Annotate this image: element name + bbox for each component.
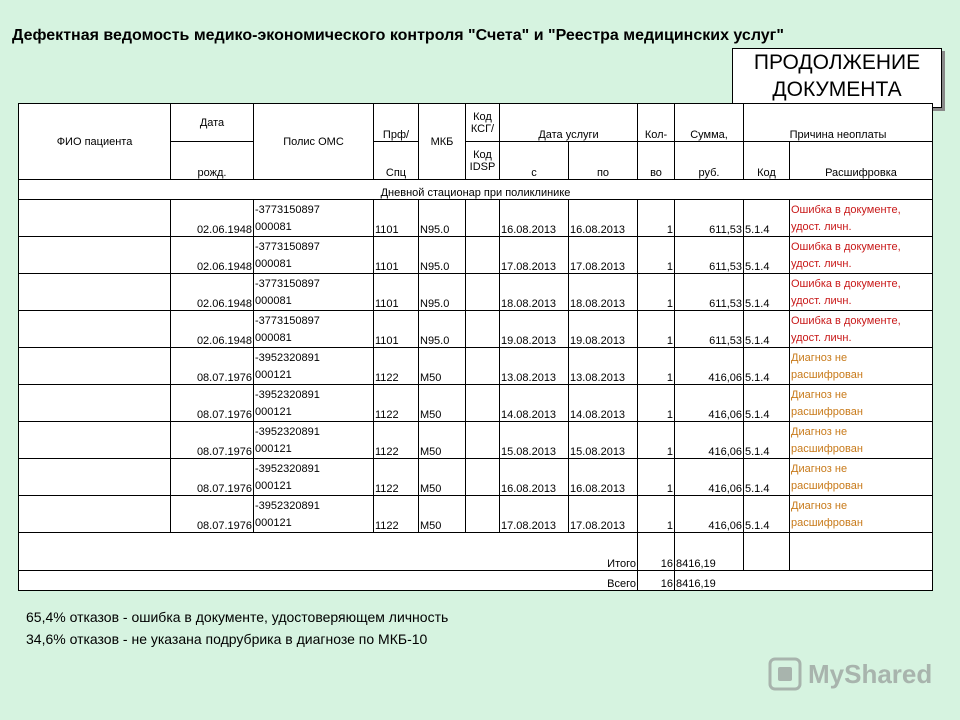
cell-mkb: M50 — [419, 459, 466, 496]
cell-policy — [254, 200, 374, 237]
cell-reason-text — [790, 385, 933, 422]
cell-prf: 1122 — [374, 422, 419, 459]
reason-line-1: Ошибка в документе, — [791, 241, 901, 253]
cell-dob: 08.07.1976 — [171, 385, 254, 422]
policy-line-2: 000121 — [255, 517, 292, 529]
header-dob-1: Дата — [171, 104, 254, 142]
header-sum-2: руб. — [675, 142, 744, 180]
cell-dob: 08.07.1976 — [171, 459, 254, 496]
policy-line-1: -3952320891 — [255, 463, 320, 475]
itogo-empty-2 — [790, 533, 933, 571]
reason-line-2: удост. личн. — [791, 258, 852, 270]
cell-reason-text — [790, 496, 933, 533]
cell-dob: 02.06.1948 — [171, 274, 254, 311]
cell-prf: 1122 — [374, 385, 419, 422]
cell-date-from: 17.08.2013 — [500, 237, 569, 274]
cell-qty: 1 — [638, 459, 675, 496]
cell-ksg — [466, 237, 500, 274]
table-row — [19, 422, 933, 459]
cell-mkb: M50 — [419, 422, 466, 459]
cell-reason-code: 5.1.4 — [744, 496, 790, 533]
cell-sum: 416,06 — [675, 422, 744, 459]
cell-sum: 416,06 — [675, 459, 744, 496]
vsego-qty: 16 — [638, 571, 675, 591]
cell-policy — [254, 274, 374, 311]
policy-line-2: 000081 — [255, 258, 292, 270]
cell-date-to: 18.08.2013 — [569, 274, 638, 311]
cell-fio — [19, 422, 171, 459]
cell-qty: 1 — [638, 422, 675, 459]
cell-qty: 1 — [638, 274, 675, 311]
policy-line-1: -3773150897 — [255, 204, 320, 216]
cell-date-from: 15.08.2013 — [500, 422, 569, 459]
cell-date-to: 19.08.2013 — [569, 311, 638, 348]
header-from: с — [500, 142, 569, 180]
cell-mkb: M50 — [419, 348, 466, 385]
cell-mkb: M50 — [419, 496, 466, 533]
cell-qty: 1 — [638, 311, 675, 348]
itogo-empty-1 — [744, 533, 790, 571]
header-decode: Расшифровка — [790, 142, 933, 180]
cell-dob: 08.07.1976 — [171, 348, 254, 385]
reason-line-1: Диагноз не — [791, 426, 848, 438]
cell-reason-text — [790, 422, 933, 459]
vsego-sum: 8416,19 — [675, 571, 933, 591]
cell-policy — [254, 496, 374, 533]
itogo-qty: 16 — [638, 533, 675, 571]
cell-fio — [19, 459, 171, 496]
header-reason: Причина неоплаты — [744, 104, 933, 142]
header-qty-1: Кол- — [638, 104, 675, 142]
table-row — [19, 200, 933, 237]
defect-report-table — [18, 103, 933, 591]
cell-policy — [254, 348, 374, 385]
continuation-box — [732, 48, 942, 108]
policy-line-1: -3773150897 — [255, 315, 320, 327]
header-mkb: МКБ — [419, 104, 466, 180]
cell-reason-text — [790, 459, 933, 496]
cell-date-from: 13.08.2013 — [500, 348, 569, 385]
cell-dob: 02.06.1948 — [171, 311, 254, 348]
reason-line-1: Диагноз не — [791, 500, 848, 512]
header-idsp: Код IDSP — [466, 142, 500, 180]
policy-line-1: -3952320891 — [255, 352, 320, 364]
cell-date-to: 17.08.2013 — [569, 496, 638, 533]
table-row — [19, 459, 933, 496]
watermark-logo-icon — [768, 657, 802, 691]
reason-line-2: расшифрован — [791, 517, 863, 529]
note-2: 34,6% отказов - не указана подрубрика в диагнозе по МКБ-10 — [26, 631, 428, 647]
reason-line-2: удост. личн. — [791, 221, 852, 233]
header-code: Код — [744, 142, 790, 180]
cell-policy — [254, 237, 374, 274]
cell-fio — [19, 385, 171, 422]
cell-prf: 1101 — [374, 237, 419, 274]
cell-mkb: N95.0 — [419, 274, 466, 311]
cell-mkb: N95.0 — [419, 200, 466, 237]
cell-reason-text — [790, 237, 933, 274]
cell-ksg — [466, 200, 500, 237]
cell-sum: 416,06 — [675, 385, 744, 422]
policy-line-2: 000081 — [255, 221, 292, 233]
note-1: 65,4% отказов - ошибка в документе, удостоверяющем личность — [26, 609, 449, 625]
header-service-date: Дата услуги — [500, 104, 638, 142]
cell-ksg — [466, 274, 500, 311]
cell-policy — [254, 385, 374, 422]
reason-line-2: удост. личн. — [791, 295, 852, 307]
vsego-label: Всего — [19, 571, 638, 591]
cell-date-to: 16.08.2013 — [569, 459, 638, 496]
cell-fio — [19, 311, 171, 348]
cell-sum: 611,53 — [675, 200, 744, 237]
cell-date-to: 14.08.2013 — [569, 385, 638, 422]
cell-sum: 611,53 — [675, 237, 744, 274]
cell-prf: 1122 — [374, 348, 419, 385]
watermark — [768, 657, 932, 691]
reason-line-2: расшифрован — [791, 369, 863, 381]
reason-line-1: Ошибка в документе, — [791, 204, 901, 216]
cell-fio — [19, 237, 171, 274]
reason-line-1: Диагноз не — [791, 463, 848, 475]
watermark-text: MyShared — [808, 658, 933, 689]
policy-line-2: 000121 — [255, 369, 292, 381]
cell-reason-code: 5.1.4 — [744, 200, 790, 237]
cell-reason-text — [790, 200, 933, 237]
cell-reason-code: 5.1.4 — [744, 311, 790, 348]
cell-fio — [19, 200, 171, 237]
table-row — [19, 311, 933, 348]
cell-prf: 1122 — [374, 496, 419, 533]
itogo-label: Итого — [19, 533, 638, 571]
cell-prf: 1101 — [374, 311, 419, 348]
document-title: Дефектная ведомость медико-экономического контроля "Счета" и "Реестра медицинских услуг" — [12, 27, 784, 44]
continuation-line-1: ПРОДОЛЖЕНИЕ — [753, 51, 921, 74]
cell-date-to: 15.08.2013 — [569, 422, 638, 459]
policy-line-2: 000121 — [255, 480, 292, 492]
cell-date-to: 13.08.2013 — [569, 348, 638, 385]
table-row — [19, 385, 933, 422]
policy-line-2: 000081 — [255, 332, 292, 344]
cell-dob: 08.07.1976 — [171, 422, 254, 459]
cell-reason-text — [790, 311, 933, 348]
cell-sum: 611,53 — [675, 311, 744, 348]
reason-line-2: удост. личн. — [791, 332, 852, 344]
cell-mkb: N95.0 — [419, 237, 466, 274]
cell-reason-code: 5.1.4 — [744, 348, 790, 385]
cell-prf: 1122 — [374, 459, 419, 496]
cell-prf: 1101 — [374, 274, 419, 311]
cell-ksg — [466, 459, 500, 496]
header-ksg: Код КСГ/ — [466, 104, 500, 142]
reason-line-1: Диагноз не — [791, 389, 848, 401]
cell-date-from: 17.08.2013 — [500, 496, 569, 533]
cell-reason-code: 5.1.4 — [744, 459, 790, 496]
cell-fio — [19, 274, 171, 311]
cell-ksg — [466, 311, 500, 348]
cell-fio — [19, 348, 171, 385]
cell-mkb: N95.0 — [419, 311, 466, 348]
cell-date-to: 16.08.2013 — [569, 200, 638, 237]
policy-line-2: 000121 — [255, 406, 292, 418]
reason-line-2: расшифрован — [791, 406, 863, 418]
cell-date-from: 19.08.2013 — [500, 311, 569, 348]
cell-reason-code: 5.1.4 — [744, 274, 790, 311]
cell-dob: 02.06.1948 — [171, 200, 254, 237]
cell-date-from: 18.08.2013 — [500, 274, 569, 311]
cell-qty: 1 — [638, 348, 675, 385]
cell-reason-text — [790, 274, 933, 311]
notes — [26, 606, 448, 650]
cell-ksg — [466, 385, 500, 422]
header-qty-2: во — [638, 142, 675, 180]
reason-line-1: Ошибка в документе, — [791, 278, 901, 290]
header-dob-2: рожд. — [171, 142, 254, 180]
cell-dob: 08.07.1976 — [171, 496, 254, 533]
cell-reason-code: 5.1.4 — [744, 422, 790, 459]
table-row — [19, 348, 933, 385]
cell-reason-text — [790, 348, 933, 385]
policy-line-1: -3952320891 — [255, 500, 320, 512]
cell-reason-code: 5.1.4 — [744, 385, 790, 422]
table-row — [19, 237, 933, 274]
header-to: по — [569, 142, 638, 180]
cell-sum: 416,06 — [675, 496, 744, 533]
policy-line-1: -3773150897 — [255, 278, 320, 290]
policy-line-2: 000081 — [255, 295, 292, 307]
header-sum-1: Сумма, — [675, 104, 744, 142]
cell-policy — [254, 311, 374, 348]
cell-qty: 1 — [638, 200, 675, 237]
reason-line-2: расшифрован — [791, 443, 863, 455]
cell-ksg — [466, 496, 500, 533]
cell-fio — [19, 496, 171, 533]
reason-line-1: Диагноз не — [791, 352, 848, 364]
cell-qty: 1 — [638, 385, 675, 422]
cell-qty: 1 — [638, 237, 675, 274]
reason-line-1: Ошибка в документе, — [791, 315, 901, 327]
cell-dob: 02.06.1948 — [171, 237, 254, 274]
cell-mkb: M50 — [419, 385, 466, 422]
cell-qty: 1 — [638, 496, 675, 533]
cell-date-from: 16.08.2013 — [500, 200, 569, 237]
policy-line-1: -3952320891 — [255, 389, 320, 401]
reason-line-2: расшифрован — [791, 480, 863, 492]
header-fio: ФИО пациента — [19, 104, 171, 180]
cell-sum: 416,06 — [675, 348, 744, 385]
cell-prf: 1101 — [374, 200, 419, 237]
itogo-sum: 8416,19 — [675, 533, 744, 571]
cell-ksg — [466, 422, 500, 459]
cell-sum: 611,53 — [675, 274, 744, 311]
section-title: Дневной стационар при поликлинике — [19, 180, 933, 200]
policy-line-1: -3952320891 — [255, 426, 320, 438]
table-row — [19, 496, 933, 533]
header-policy: Полис ОМС — [254, 104, 374, 180]
cell-reason-code: 5.1.4 — [744, 237, 790, 274]
table-row — [19, 274, 933, 311]
policy-line-1: -3773150897 — [255, 241, 320, 253]
cell-policy — [254, 422, 374, 459]
policy-line-2: 000121 — [255, 443, 292, 455]
cell-ksg — [466, 348, 500, 385]
header-spc: Спц — [374, 142, 419, 180]
cell-date-from: 16.08.2013 — [500, 459, 569, 496]
cell-date-to: 17.08.2013 — [569, 237, 638, 274]
continuation-line-2: ДОКУМЕНТА — [772, 78, 902, 101]
cell-policy — [254, 459, 374, 496]
cell-date-from: 14.08.2013 — [500, 385, 569, 422]
header-prf: Прф/ — [374, 104, 419, 142]
